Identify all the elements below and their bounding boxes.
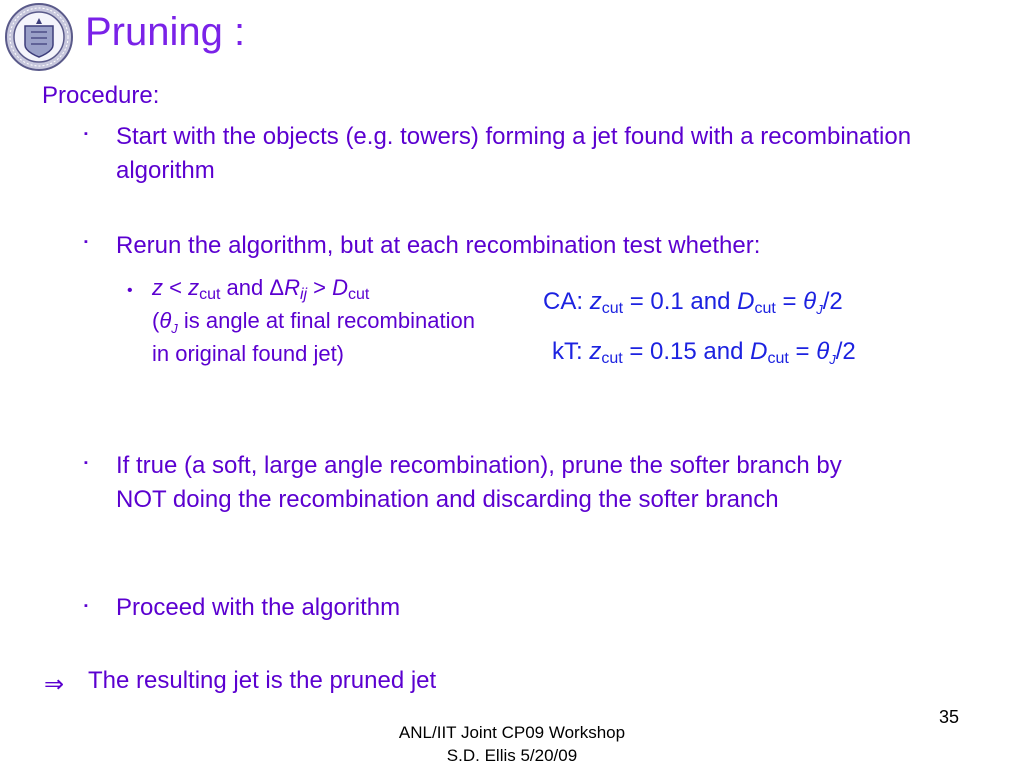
r-symbol: R [284,275,300,300]
conclusion-text: The resulting jet is the pruned jet [88,667,437,694]
kt-z-value: = 0.15 and [622,338,751,365]
kt-theta-subscript: J [829,352,836,367]
ca-d-symbol: D [737,288,755,315]
ca-label: CA: [543,288,590,315]
implies-arrow-icon: ⇒ [44,671,65,698]
and-delta: and Δ [220,275,285,300]
bullet-marker: ▪ [84,457,88,469]
kt-tail: /2 [835,338,856,365]
ca-equals: = [775,288,804,315]
less-than: < [163,275,189,300]
d-symbol: D [332,275,349,300]
footer [0,721,1024,767]
bullet-proceed: Proceed with the algorithm [116,594,401,621]
kt-label: kT: [552,338,590,365]
bullet-start-objects: Start with the objects (e.g. towers) forming a jet found with a recombination algorithm [116,123,912,184]
kt-z-subscript: cut [601,350,623,367]
ca-z-value: = 0.1 and [623,288,738,315]
kt-rule [552,338,856,366]
kt-equals: = [788,338,817,365]
ca-tail: /2 [822,288,843,315]
kt-theta-symbol: θ [816,338,830,365]
ca-z-subscript: cut [601,300,624,317]
ca-d-subscript: cut [754,300,776,317]
kt-d-symbol: D [750,338,768,365]
page-number: 35 [939,707,960,727]
z-symbol: z [152,275,163,300]
bullet-prune-softer-branch: If true (a soft, large angle recombination), prune the softer branch by NOT doing the recombination and discarding the softer branch [116,452,842,513]
pruning-condition [152,271,492,370]
theta-symbol: θ [159,308,172,333]
condition-explanation: is angle at final recombination in original found jet) [152,308,475,366]
ca-z-symbol: z [589,288,602,315]
kt-d-subscript: cut [767,350,789,367]
footer-author-date: S.D. Ellis 5/20/09 [446,746,578,765]
ca-theta-symbol: θ [803,288,817,315]
z-cut-symbol: z [188,275,200,300]
bullet-marker: ▪ [84,600,88,612]
ca-theta-subscript: J [816,302,823,317]
university-seal-logo [4,2,74,72]
bullet-rerun-algorithm: Rerun the algorithm, but at each recombination test whether: [116,232,761,259]
ca-rule [543,288,843,316]
sub-bullet-marker: • [127,282,133,299]
bullet-marker: ▪ [84,128,88,140]
greater-than: > [307,275,333,300]
slide-title: Pruning : [85,10,246,54]
paren-open: ( [152,308,160,333]
theta-subscript: J [171,321,178,336]
z-cut-subscript: cut [199,286,221,303]
procedure-label: Procedure: [42,82,160,109]
kt-z-symbol: z [589,338,602,365]
d-cut-subscript: cut [348,286,370,303]
r-subscript: ij [299,286,308,303]
bullet-marker: ▪ [84,236,88,248]
footer-event: ANL/IIT Joint CP09 Workshop [398,723,626,742]
